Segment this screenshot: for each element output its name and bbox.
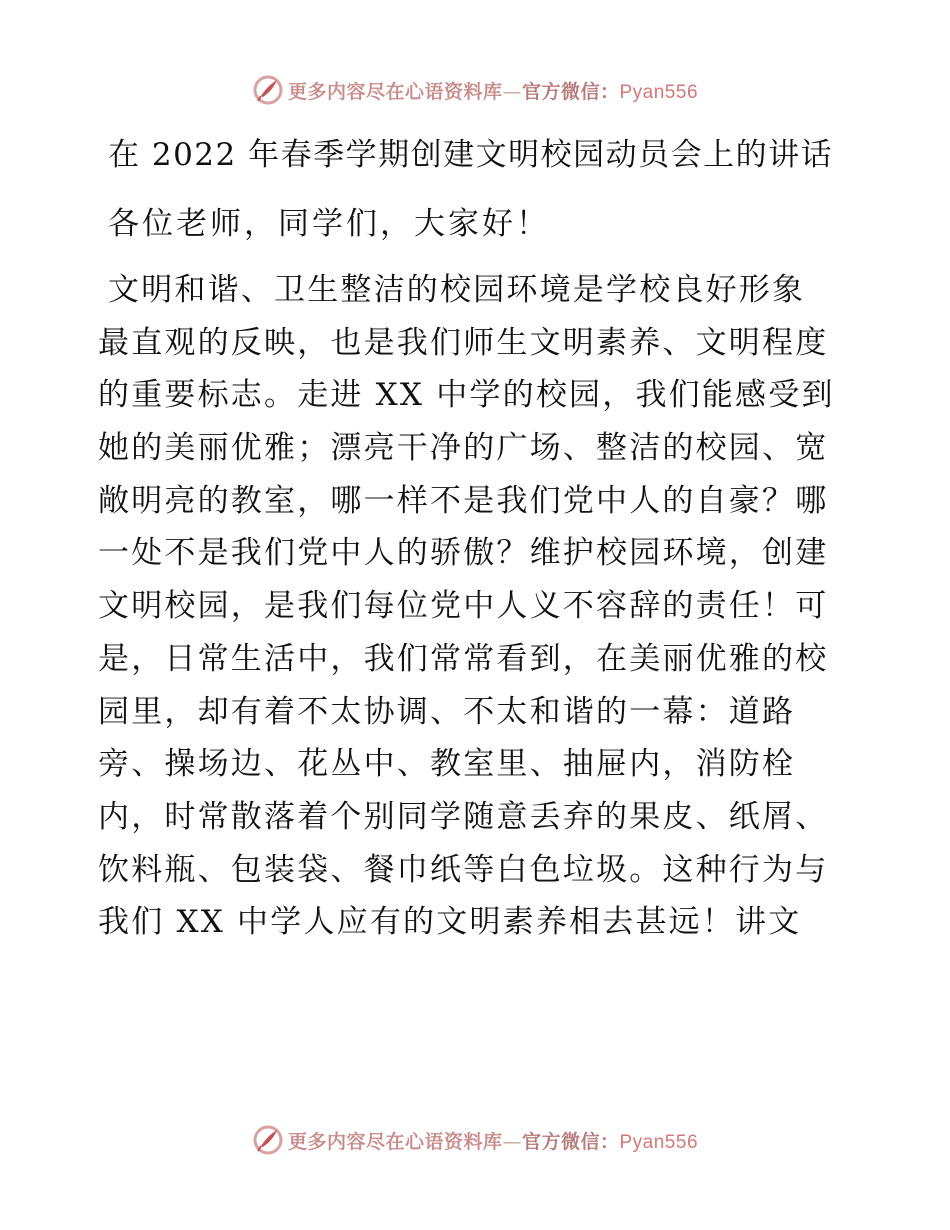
body-line: 我们 XX 中学人应有的文明素养相去甚远！讲文	[98, 904, 802, 941]
body-line: 文明和谐、卫生整洁的校园环境是学校良好形象	[108, 272, 806, 308]
quill-logo-icon	[252, 74, 284, 106]
footer-banner	[0, 1120, 950, 1160]
body-line: 一处不是我们党中人的骄傲？维护校园环境，创建	[98, 535, 829, 572]
quill-logo-icon	[252, 1124, 284, 1156]
body-line: 的重要标志。走进 XX 中学的校园，我们能感受到	[98, 377, 835, 414]
header-banner-text: 更多内容尽在心语资料库—官方微信：Pyan556	[287, 80, 699, 103]
body-line: 饮料瓶、包装袋、餐巾纸等白色垃圾。这种行为与	[98, 851, 829, 888]
footer-banner-text: 更多内容尽在心语资料库—官方微信：Pyan556	[287, 1130, 699, 1153]
header-banner	[0, 70, 950, 110]
body-line: 内，时常散落着个别同学随意丢弃的果皮、纸屑、	[98, 798, 829, 835]
body-line: 她的美丽优雅；漂亮干净的广场、整洁的校园、宽	[98, 430, 829, 467]
document-title: 在 2022 年春季学期创建文明校园动员会上的讲话	[108, 137, 834, 173]
body-line: 旁、操场边、花丛中、教室里、抽屉内，消防栓	[98, 746, 796, 783]
body-line: 园里，却有着不太协调、不太和谐的一幕：道路	[98, 693, 796, 730]
body-line: 文明校园，是我们每位党中人义不容辞的责任！可	[98, 588, 829, 625]
body-paragraph	[98, 264, 858, 949]
greeting: 各位老师，同学们，大家好！	[108, 206, 550, 242]
body-line: 敞明亮的教室，哪一样不是我们党中人的自豪？哪	[98, 482, 829, 519]
body-line: 是，日常生活中，我们常常看到，在美丽优雅的校	[98, 640, 829, 677]
body-line: 最直观的反映，也是我们师生文明素养、文明程度	[98, 324, 829, 361]
document-body	[98, 118, 858, 949]
